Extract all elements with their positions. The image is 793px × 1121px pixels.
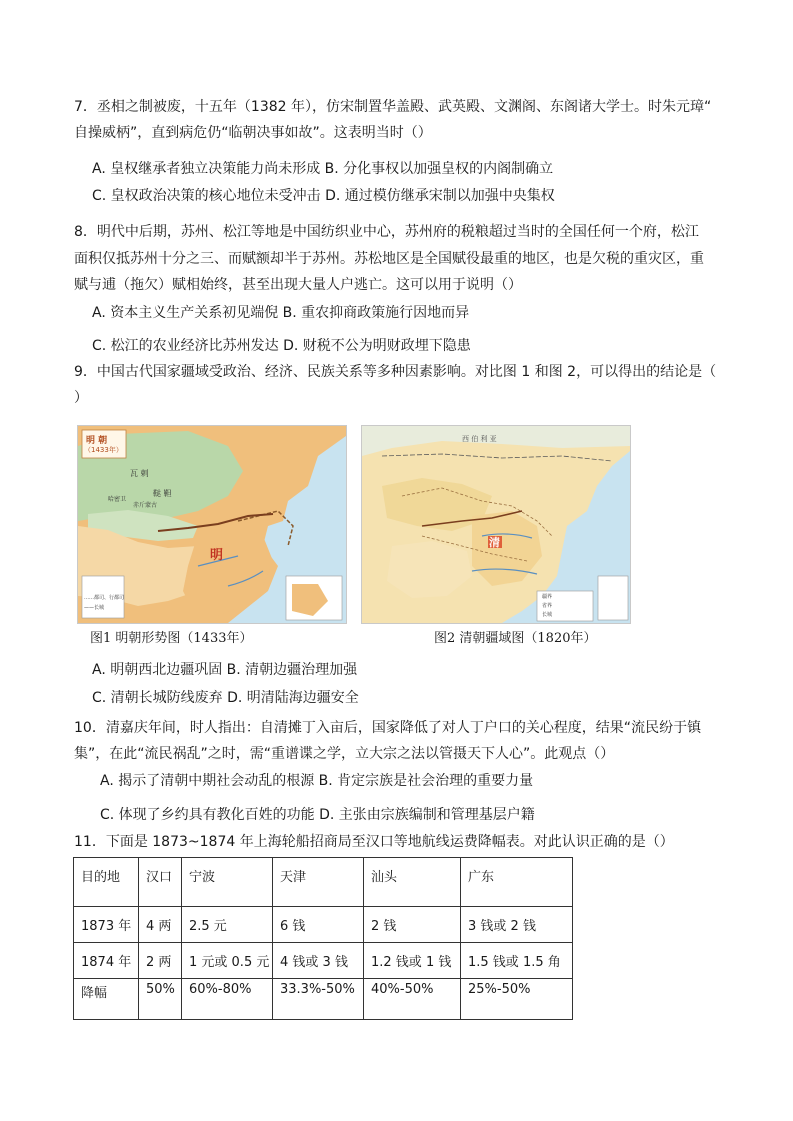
- q9-options-ab: A. 明朝西北边疆巩固 B. 清朝边疆治理加强: [92, 662, 358, 678]
- ming-legend-1: ……都司、行都司: [84, 595, 125, 601]
- q7-options-ab: A. 皇权继承者独立决策能力尚未形成 B. 分化事权以加强皇权的内阁制确立: [92, 161, 554, 177]
- fare-cell: 25%-50%: [461, 979, 573, 1020]
- q10-options-ab: A. 揭示了清朝中期社会动乱的根源 B. 肯定宗族是社会治理的重要力量: [100, 773, 534, 789]
- q8-options-ab: A. 资本主义生产关系初见端倪 B. 重农抑商政策施行因地而异: [92, 305, 470, 321]
- table-row: [74, 979, 573, 1020]
- q8-options-cd: C. 松江的农业经济比苏州发达 D. 财税不公为明财政埋下隐患: [92, 338, 471, 354]
- q9-stem-line-1: 9．中国古代国家疆域受政治、经济、民族关系等多种因素影响。对比图 1 和图 2，可以得出的结论是（: [74, 364, 717, 380]
- ming-map-caption: 图1 明朝形势图（1433年）: [90, 631, 253, 646]
- fare-header-hankou: 汉口: [139, 858, 182, 907]
- q7-options-cd: C. 皇权政治决策的核心地位未受冲击 D. 通过模仿继承宋制以加强中央集权: [92, 188, 555, 204]
- fare-cell: 降幅: [74, 979, 139, 1020]
- fare-table: [73, 857, 573, 1020]
- fare-cell: 1.2 钱或 1 钱: [364, 943, 461, 979]
- ming-map-year: （1433年）: [84, 446, 123, 454]
- ming-label-dada: 鞑 靼: [153, 489, 172, 498]
- fare-cell: 2 钱: [364, 907, 461, 943]
- q11-stem-line-1: 11．下面是 1873~1874 年上海轮船招商局至汉口等地航线运费降幅表。对此认识正确的是（）: [74, 834, 674, 850]
- fare-cell: 6 钱: [273, 907, 364, 943]
- q8-stem-line-3: 赋与逋（拖欠）赋相始终，甚至出现大量人户逃亡。这可以用于说明（）: [74, 277, 522, 293]
- fare-cell: 2 两: [139, 943, 182, 979]
- ming-legend-2: ——长城: [84, 605, 105, 611]
- fare-cell: 60%-80%: [182, 979, 273, 1020]
- ming-map-title: 明 朝: [86, 436, 108, 446]
- q9-stem-line-2: ）: [74, 390, 88, 406]
- qing-label-qing: 清: [489, 536, 500, 549]
- q10-stem-line-1: 10．清嘉庆年间，时人指出：自清摊丁入亩后，国家降低了对人丁户口的关心程度，结果“流民纷于镇: [74, 720, 702, 736]
- qing-legend-3: 长城: [542, 612, 553, 618]
- qing-map-caption: 图2 清朝疆域图（1820年）: [434, 631, 597, 646]
- ming-map: [77, 425, 347, 624]
- q10-stem-line-2: 集”，在此“流民祸乱”之时，需“重谱谍之学，立大宗之法以管摄天下人心”。此观点（）: [74, 746, 615, 762]
- ming-label-ming: 明: [210, 548, 224, 563]
- qing-label-siberia: 西 伯 利 亚: [462, 435, 497, 443]
- q10-options-cd: C. 体现了乡约具有教化百姓的功能 D. 主张由宗族编制和管理基层户籍: [100, 807, 535, 823]
- q9-options-cd: C. 清朝长城防线废弃 D. 明清陆海边疆安全: [92, 690, 359, 706]
- fare-header-tianjin: 天津: [273, 858, 364, 907]
- qing-legend-1: 疆界: [542, 594, 553, 600]
- fare-cell: 4 两: [139, 907, 182, 943]
- fare-cell: 1874 年: [74, 943, 139, 979]
- fare-cell: 2.5 元: [182, 907, 273, 943]
- fare-cell: 1 元或 0.5 元: [182, 943, 273, 979]
- fare-cell: 1873 年: [74, 907, 139, 943]
- fare-header-destination: 目的地: [74, 858, 139, 907]
- fare-cell: 4 钱或 3 钱: [273, 943, 364, 979]
- fare-header-ningbo: 宁波: [182, 858, 273, 907]
- q8-stem-line-2: 面积仅抵苏州十分之三、而赋额却半于苏州。苏松地区是全国赋役最重的地区，也是欠税的重灾区，重: [74, 251, 704, 267]
- fare-header-shantou: 汕头: [364, 858, 461, 907]
- table-row: [74, 943, 573, 979]
- table-row: [74, 907, 573, 943]
- ming-label-wala: 瓦 剌: [130, 469, 149, 478]
- ming-label-hami: 哈密卫: [108, 496, 127, 503]
- q7-stem-line-2: 自操威柄”，直到病危仍“临朝决事如故”。这表明当时（）: [74, 125, 432, 141]
- fare-cell: 40%-50%: [364, 979, 461, 1020]
- fare-cell: 1.5 钱或 1.5 角: [461, 943, 573, 979]
- fare-cell: 33.3%-50%: [273, 979, 364, 1020]
- fare-table-header-row: [74, 858, 573, 907]
- q8-stem-line-1: 8．明代中后期，苏州、松江等地是中国纺织业中心，苏州府的税粮超过当时的全国任何一个府，松江: [74, 224, 699, 240]
- ming-label-chijin: 赤斤蒙古: [133, 502, 158, 509]
- fare-header-guangdong: 广东: [461, 858, 573, 907]
- qing-map: [361, 425, 631, 624]
- qing-legend-2: 省界: [542, 603, 553, 609]
- qing-map-drawing: [362, 426, 630, 623]
- fare-cell: 50%: [139, 979, 182, 1020]
- fare-cell: 3 钱或 2 钱: [461, 907, 573, 943]
- q7-stem-line-1: 7．丞相之制被废，十五年（1382 年），仿宋制置华盖殿、武英殿、文渊阁、东阁诸大学士。时朱元璋“: [74, 99, 712, 115]
